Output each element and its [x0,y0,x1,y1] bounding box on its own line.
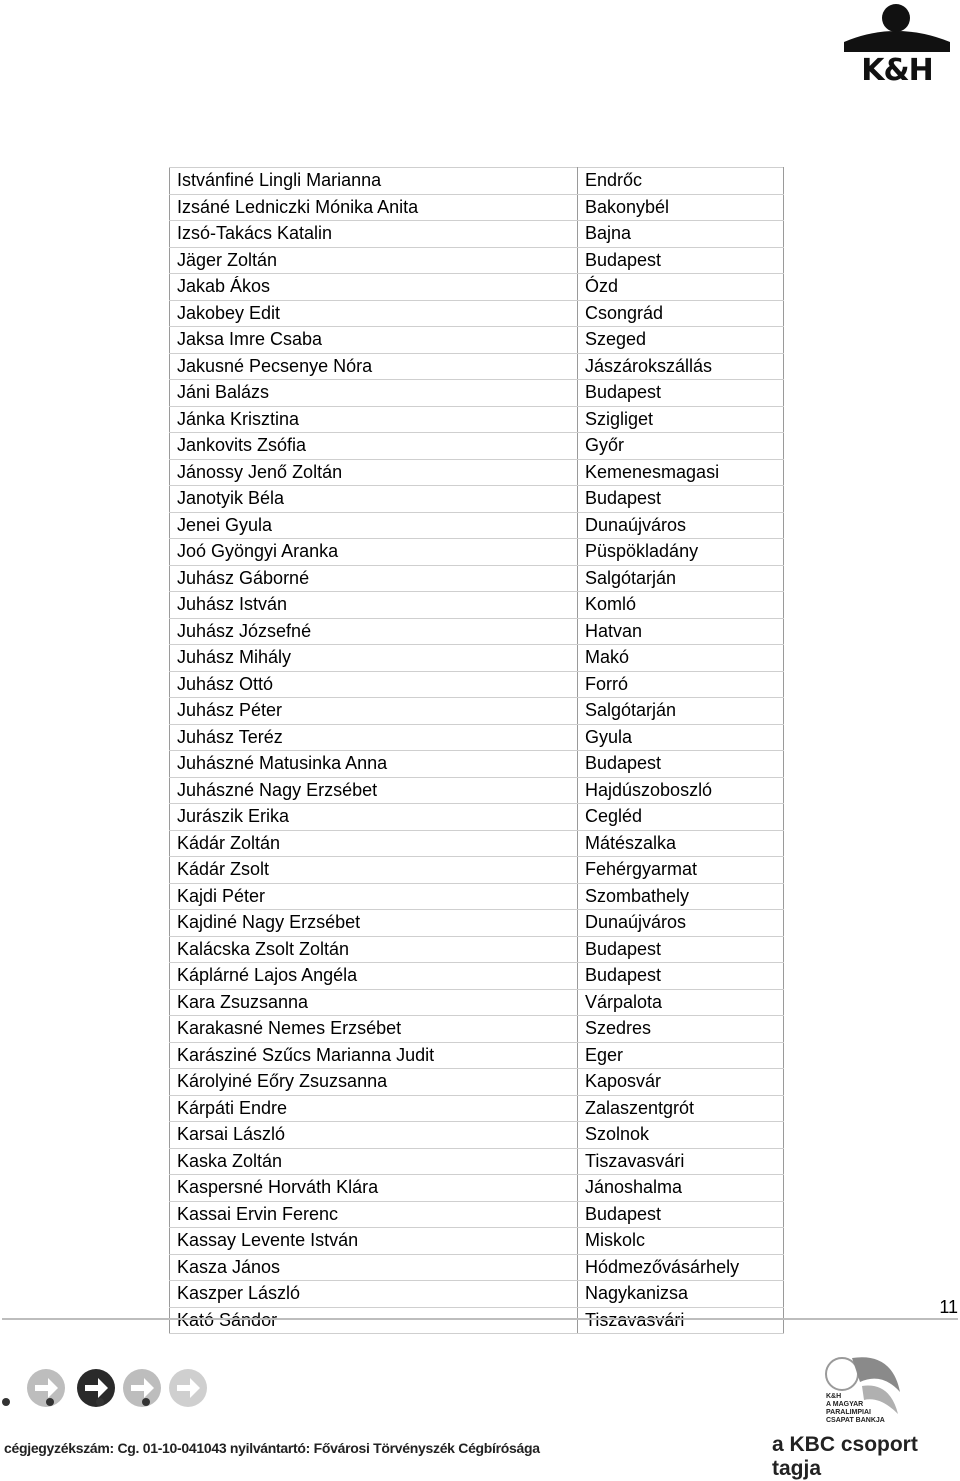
bullet-icon [142,1398,150,1406]
table-row [170,1122,784,1149]
participant-name: Jakobey Edit [170,300,578,327]
participant-city: Kemenesmagasi [578,459,784,486]
table-row [170,1095,784,1122]
participant-city: Cegléd [578,804,784,831]
participant-city: Budapest [578,963,784,990]
table-row [170,804,784,831]
participant-name: Juhászné Matusinka Anna [170,751,578,778]
table-row [170,565,784,592]
participant-city: Kaposvár [578,1069,784,1096]
participant-city: Budapest [578,751,784,778]
participant-name: Kárpáti Endre [170,1095,578,1122]
company-registry: cégjegyzékszám: Cg. 01-10-041043 nyilvántartó: Fővárosi Törvényszék Cégbírósága [4,1440,540,1456]
participant-name: Karsai László [170,1122,578,1149]
kh-emblem-icon [838,2,956,54]
participant-name: Juhászné Nagy Erzsébet [170,777,578,804]
participant-city: Fehérgyarmat [578,857,784,884]
participant-name: Jankovits Zsófia [170,433,578,460]
participant-name: Juhász Gáborné [170,565,578,592]
participant-city: Komló [578,592,784,619]
table-row [170,698,784,725]
table-row [170,194,784,221]
participant-city: Tiszavasvári [578,1307,784,1334]
table-row [170,1175,784,1202]
participant-city: Dunaújváros [578,910,784,937]
table-row [170,830,784,857]
table-row [170,1016,784,1043]
participant-city: Szeged [578,327,784,354]
participant-city: Hajdúszoboszló [578,777,784,804]
participant-name: Juhász Teréz [170,724,578,751]
participant-city: Hatvan [578,618,784,645]
participants-table [169,167,784,1334]
table-row [170,1228,784,1255]
table-row [170,671,784,698]
participant-name: Kádár Zsolt [170,857,578,884]
participant-name: Jäger Zoltán [170,247,578,274]
participant-name: Kaszper László [170,1281,578,1308]
kbc-group-tagline: a KBC csoport tagja [772,1433,918,1480]
participant-city: Szedres [578,1016,784,1043]
table-row [170,989,784,1016]
participant-name: Juhász Józsefné [170,618,578,645]
arrow-right-icon [168,1368,208,1408]
participant-city: Várpalota [578,989,784,1016]
table-row [170,327,784,354]
participant-city: Bakonybél [578,194,784,221]
participant-name: Janotyik Béla [170,486,578,513]
table-row [170,380,784,407]
bullet-icon [2,1398,10,1406]
table-row [170,618,784,645]
participant-name: Kaska Zoltán [170,1148,578,1175]
participant-name: Jenei Gyula [170,512,578,539]
participant-name: Jakusné Pecsenye Nóra [170,353,578,380]
table-row [170,1307,784,1334]
participant-name: Izsó-Takács Katalin [170,221,578,248]
participant-name: Jaksa Imre Csaba [170,327,578,354]
participant-city: Budapest [578,380,784,407]
participant-name: Juhász Mihály [170,645,578,672]
table-row [170,221,784,248]
participant-city: Gyula [578,724,784,751]
participant-city: Szigliget [578,406,784,433]
kh-logo [838,2,956,90]
participant-name: Kara Zsuzsanna [170,989,578,1016]
table-row [170,300,784,327]
participant-city: Eger [578,1042,784,1069]
table-row [170,1254,784,1281]
page-number: 11 [939,1297,958,1317]
participant-city: Budapest [578,247,784,274]
participant-name: Káplárné Lajos Angéla [170,963,578,990]
participant-name: Juhász István [170,592,578,619]
footer-divider [2,1318,958,1320]
table-row [170,645,784,672]
participant-city: Jászárokszállás [578,353,784,380]
participant-name: Kasza János [170,1254,578,1281]
table-row [170,910,784,937]
participant-city: Makó [578,645,784,672]
participant-city: Bajna [578,221,784,248]
participant-name: Kajdiné Nagy Erzsébet [170,910,578,937]
paralympic-emblem-text: K&H A MAGYAR PARALIMPIAI CSAPAT BANKJA [826,1393,885,1424]
table-row [170,777,784,804]
participant-name: Kádár Zoltán [170,830,578,857]
participant-name: Kaspersné Horváth Klára [170,1175,578,1202]
table-row [170,512,784,539]
participant-name: Kassai Ervin Ferenc [170,1201,578,1228]
participant-city: Jánoshalma [578,1175,784,1202]
participant-city: Salgótarján [578,565,784,592]
participant-city: Budapest [578,1201,784,1228]
participant-name: Juhász Ottó [170,671,578,698]
participant-city: Forró [578,671,784,698]
participant-city: Miskolc [578,1228,784,1255]
table-row [170,1148,784,1175]
participant-city: Nagykanizsa [578,1281,784,1308]
participant-name: Karásziné Szűcs Marianna Judit [170,1042,578,1069]
table-row [170,857,784,884]
table-row [170,592,784,619]
kh-logo-text: K&H [861,53,933,88]
table-row [170,168,784,195]
table-row [170,1069,784,1096]
participant-name: Jáni Balázs [170,380,578,407]
participant-name: Izsáné Ledniczki Mónika Anita [170,194,578,221]
participant-name: Joó Gyöngyi Aranka [170,539,578,566]
bullet-icon [46,1398,54,1406]
table-row [170,459,784,486]
table-row [170,247,784,274]
participant-city: Szombathely [578,883,784,910]
participant-name: Juhász Péter [170,698,578,725]
table-row [170,883,784,910]
participant-city: Mátészalka [578,830,784,857]
participant-name: Kató Sándor [170,1307,578,1334]
table-row [170,433,784,460]
participant-city: Tiszavasvári [578,1148,784,1175]
participant-name: Karakasné Nemes Erzsébet [170,1016,578,1043]
table-row [170,353,784,380]
participant-city: Győr [578,433,784,460]
table-row [170,406,784,433]
table-row [170,751,784,778]
participant-name: Jánka Krisztina [170,406,578,433]
participant-city: Budapest [578,486,784,513]
table-row [170,936,784,963]
table-row [170,274,784,301]
table-row [170,963,784,990]
footer-arrows [6,1366,216,1412]
participant-name: Istvánfiné Lingli Marianna [170,168,578,195]
participant-name: Károlyiné Eőry Zsuzsanna [170,1069,578,1096]
table-row [170,1201,784,1228]
participant-city: Szolnok [578,1122,784,1149]
participant-name: Jakab Ákos [170,274,578,301]
participant-city: Csongrád [578,300,784,327]
participant-city: Ózd [578,274,784,301]
participant-city: Hódmezővásárhely [578,1254,784,1281]
participant-name: Jurászik Erika [170,804,578,831]
table-row [170,724,784,751]
participant-city: Dunaújváros [578,512,784,539]
table-row [170,1042,784,1069]
table-row [170,1281,784,1308]
participant-name: Kassay Levente István [170,1228,578,1255]
bullet-icon [96,1398,104,1406]
participant-name: Kalácska Zsolt Zoltán [170,936,578,963]
table-row [170,539,784,566]
table-row [170,486,784,513]
participant-name: Kajdi Péter [170,883,578,910]
participant-city: Salgótarján [578,698,784,725]
participant-name: Jánossy Jenő Zoltán [170,459,578,486]
participant-city: Zalaszentgrót [578,1095,784,1122]
participant-city: Budapest [578,936,784,963]
participant-city: Püspökladány [578,539,784,566]
participant-city: Endrőc [578,168,784,195]
